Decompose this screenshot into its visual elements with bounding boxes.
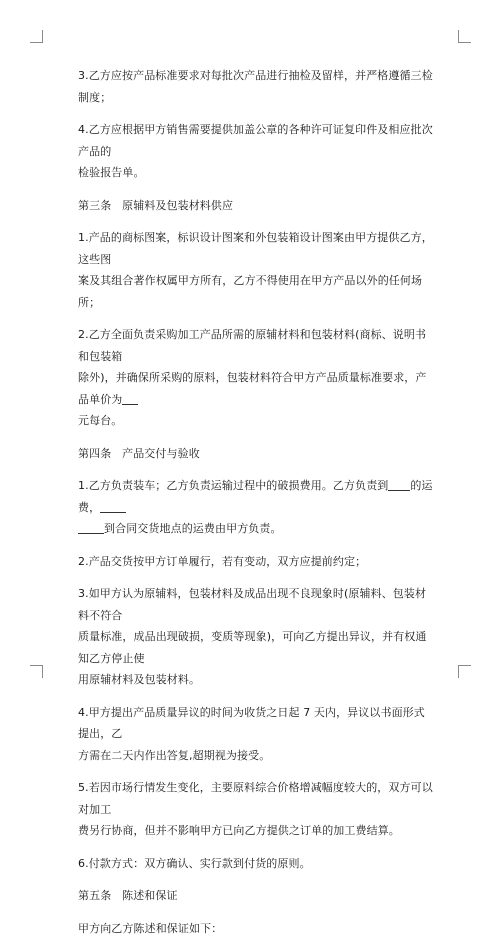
line-text: 5.若因市场行情发生变化，主要原料综合价格增减幅度较大的，双方可以对加工: [78, 781, 433, 816]
clause-defect-objection: [78, 583, 434, 691]
section-4-title: 第四条 产品交付与验收: [78, 443, 434, 465]
line-text: 2.乙方全面负责采购加工产品所需的原辅材料和包装材料(商标、说明书和包装箱: [78, 328, 426, 363]
line-text: 到合同交货地点的运费由甲方负责。: [104, 522, 282, 535]
line-text: 4.甲方提出产品质量异议的时间为收货之日起 7 天内，异议以书面形式提出，乙: [78, 706, 425, 741]
blank-origin: [100, 500, 126, 513]
clause-loading-freight: [78, 475, 434, 540]
crop-mark-bottom-left: [30, 665, 43, 678]
clause-quality-inspection: [78, 65, 434, 108]
clause-material-procurement: [78, 324, 434, 432]
contract-page-body: [78, 65, 434, 939]
crop-mark-top-right: [458, 30, 471, 43]
clause-trademark-design: [78, 227, 434, 313]
clause-certificates: [78, 119, 434, 184]
clause-order-delivery: 2.产品交货按甲方订单履行，若有变动，双方应提前约定；: [78, 551, 434, 573]
line-text: 1.乙方负责装车；乙方负责运输过程中的破损费用。乙方负责到: [78, 479, 388, 492]
line-text: 除外)，并确保所采购的原料，包装材料符合甲方产品质量标准要求，产品单价为: [78, 371, 427, 406]
crop-mark-top-left: [30, 30, 43, 43]
section-3-title: 第三条 原辅料及包装材料供应: [78, 195, 434, 217]
crop-mark-bottom-right: [458, 665, 471, 678]
clause-representations: 甲方向乙方陈述和保证如下：: [78, 918, 434, 939]
line-text: 4.乙方应根据甲方销售需要提供加盖公章的各种许可证复印件及相应批次产品的: [78, 123, 433, 158]
line-text: 检验报告单。: [78, 166, 145, 179]
line-text: 3.乙方应按产品标准要求对每批次产品进行抽检及留样，并严格遵循三检制度；: [78, 69, 433, 104]
section-5-title: 第五条 陈述和保证: [78, 885, 434, 907]
blank-destination: [388, 478, 410, 491]
line-text: 方需在二天内作出答复,超期视为接受。: [78, 749, 270, 762]
clause-objection-period: [78, 702, 434, 767]
line-text: 的运费，: [78, 479, 433, 514]
clause-payment-method: 6.付款方式：双方确认、实行款到付货的原则。: [78, 853, 434, 875]
line-text: 案及其组合著作权属甲方所有，乙方不得使用在甲方产品以外的任何场所；: [78, 274, 422, 309]
line-text: 质量标准，成品出现破损，变质等现象)，可向乙方提出异议，并有权通知乙方停止使: [78, 630, 427, 665]
blank-origin-cont: [78, 521, 104, 534]
line-text: 用原辅材料及包装材料。: [78, 673, 200, 686]
line-text: 1.产品的商标图案，标识设计图案和外包装箱设计图案由甲方提供乙方，这些图: [78, 231, 433, 266]
clause-price-renegotiation: [78, 777, 434, 842]
blank-unit-price: [122, 392, 138, 405]
line-text: 3.如甲方认为原辅料，包装材料及成品出现不良现象时(原辅料、包装材料不符合: [78, 587, 426, 622]
line-text: 元每台。: [78, 414, 122, 427]
line-text: 费另行协商，但并不影响甲方已向乙方提供之订单的加工费结算。: [78, 824, 400, 837]
